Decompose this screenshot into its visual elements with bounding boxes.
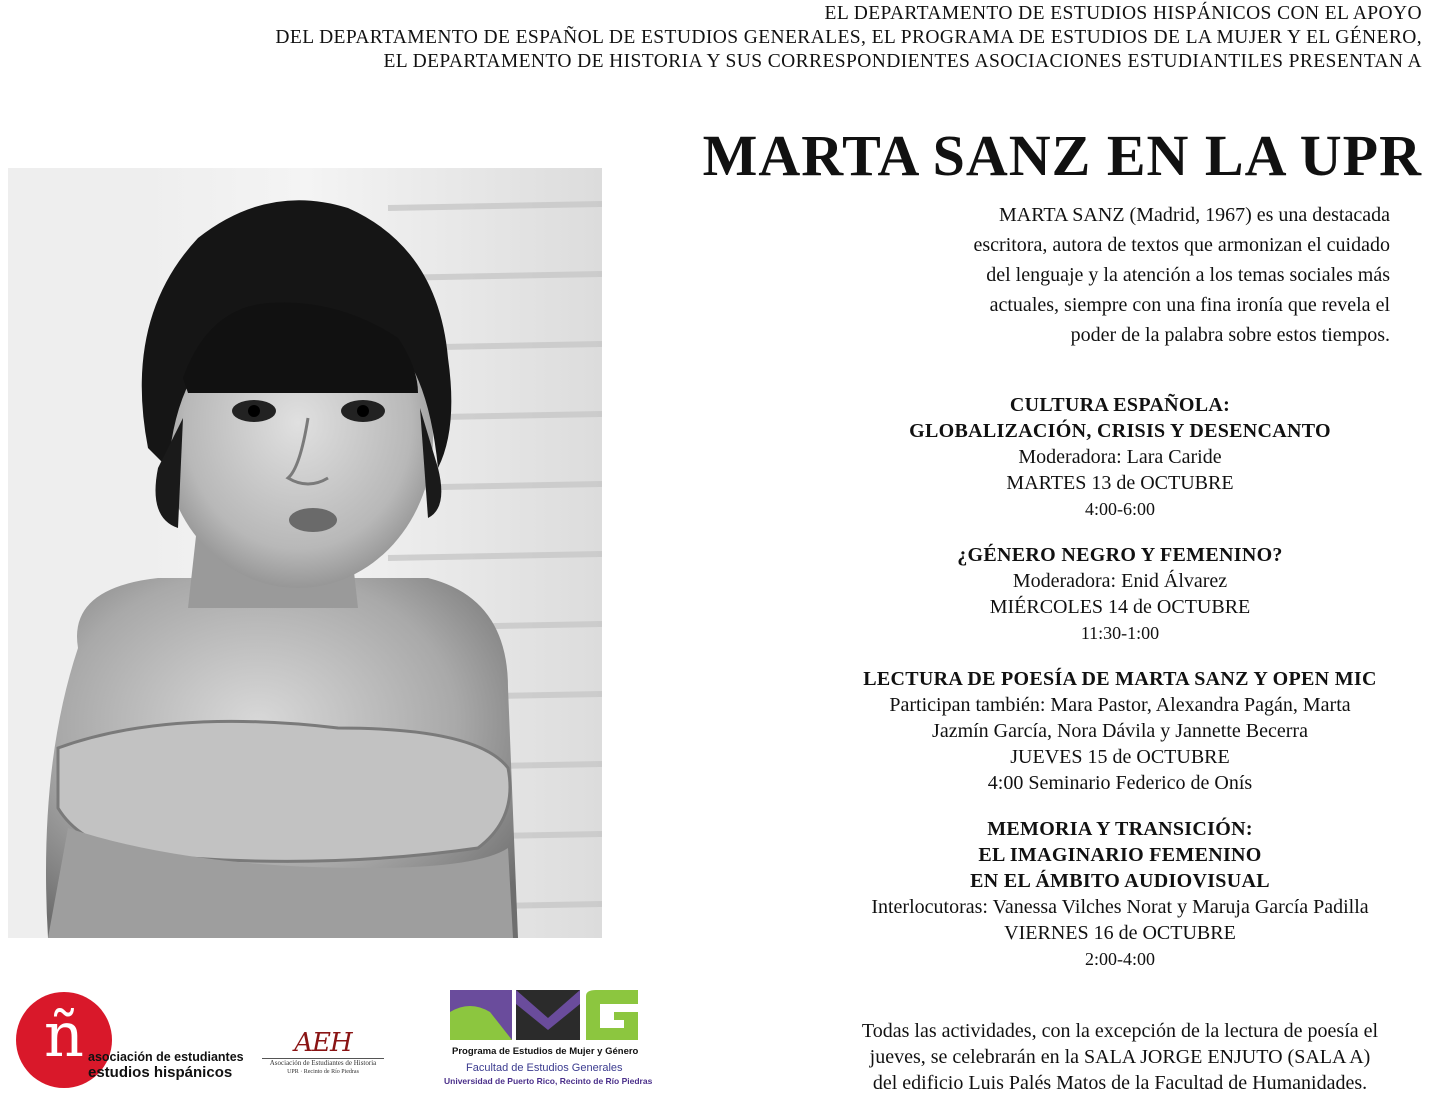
- logo-text-line: Facultad de Estudios Generales: [466, 1062, 623, 1074]
- event-block: [805, 666, 1435, 796]
- event-title: CULTURA ESPAÑOLA:: [1009, 394, 1231, 416]
- sponsors-text: [122, 2, 1422, 74]
- footer-line: jueves, se celebrarán en la SALA JORGE ENJUTO (SALA A): [869, 1046, 1371, 1068]
- bio-line: MARTA SANZ (Madrid, 1967) es una destacada: [998, 204, 1390, 226]
- bio-line: poder de la palabra sobre estos tiempos.: [1070, 324, 1390, 346]
- logo-text-line: Programa de Estudios de Mujer y Género: [452, 1046, 639, 1057]
- event-time: 4:00 Seminario Federico de Onís: [987, 772, 1253, 794]
- logo-text-line: UPR · Recinto de Río Piedras: [287, 1069, 359, 1075]
- logo-text-line: asociación de estudiantes: [88, 1050, 244, 1064]
- bio-line: actuales, siempre con una fina ironía que revela el: [989, 294, 1390, 316]
- event-title: MEMORIA Y TRANSICIÓN:: [987, 818, 1253, 840]
- event-detail: Interlocutoras: Vanessa Vilches Norat y Maruja García Padilla: [871, 896, 1369, 918]
- footer-line: Todas las actividades, con la excepción de la lectura de poesía el: [861, 1020, 1379, 1042]
- event-title: EN EL ÁMBITO AUDIOVISUAL: [970, 870, 1270, 892]
- bio-line: escritora, autora de textos que armonizan el cuidado: [973, 234, 1390, 256]
- logo-estudios-hispanicos: [16, 992, 244, 1088]
- event-date: JUEVES 15 de OCTUBRE: [1010, 746, 1230, 768]
- pemg-mark-icon: [450, 990, 650, 1044]
- logo-aeh: [262, 1028, 384, 1078]
- event-title: LECTURA DE POESÍA DE MARTA SANZ Y OPEN MIC: [863, 668, 1377, 690]
- sponsors-line: EL DEPARTAMENTO DE ESTUDIOS HISPÁNICOS CON EL APOYO: [824, 3, 1422, 24]
- logo-aeh-mark: AEH: [294, 1028, 352, 1058]
- sponsors-line: EL DEPARTAMENTO DE HISTORIA Y SUS CORRESPONDIENTES ASOCIACIONES ESTUDIANTILES PRESENTAN A: [383, 51, 1422, 72]
- page-title: MARTA SANZ EN LA UPR: [702, 123, 1422, 188]
- footer-note: [805, 1018, 1435, 1096]
- sponsors-line: DEL DEPARTAMENTO DE ESPAÑOL DE ESTUDIOS GENERALES, EL PROGRAMA DE ESTUDIOS DE LA MUJER Y EL GÉNERO,: [275, 27, 1422, 48]
- logo-text-line: Universidad de Puerto Rico, Recinto de Río Piedras: [444, 1076, 653, 1086]
- event-date: MIÉRCOLES 14 de OCTUBRE: [989, 596, 1251, 618]
- bio-line: del lenguaje y la atención a los temas sociales más: [986, 264, 1390, 286]
- event-title: ¿GÉNERO NEGRO Y FEMENINO?: [957, 544, 1283, 566]
- event-time: 11:30-1:00: [1080, 623, 1160, 643]
- portrait-photo-icon: [8, 168, 602, 938]
- event-detail: Jazmín García, Nora Dávila y Jannette Becerra: [932, 720, 1308, 742]
- event-detail: Moderadora: Lara Caride: [1018, 446, 1222, 468]
- bio-paragraph: [870, 200, 1390, 350]
- event-date: VIERNES 16 de OCTUBRE: [1004, 922, 1236, 944]
- event-time: 4:00-6:00: [1085, 499, 1155, 519]
- events-list: [805, 392, 1435, 992]
- portrait-photo: [8, 168, 602, 938]
- event-title: EL IMAGINARIO FEMENINO: [978, 844, 1262, 866]
- event-date: MARTES 13 de OCTUBRE: [1006, 472, 1234, 494]
- logo-enye-glyph: ñ: [44, 998, 84, 1071]
- event-time: 2:00-4:00: [1085, 949, 1155, 969]
- logo-pemg: [444, 990, 654, 1090]
- footer-line: del edificio Luis Palés Matos de la Facultad de Humanidades.: [872, 1072, 1368, 1094]
- event-block: [805, 542, 1435, 646]
- event-block: [805, 392, 1435, 522]
- event-title: GLOBALIZACIÓN, CRISIS Y DESENCANTO: [909, 420, 1331, 442]
- event-detail: Participan también: Mara Pastor, Alexandra Pagán, Marta: [889, 694, 1351, 716]
- event-detail: Moderadora: Enid Álvarez: [1012, 570, 1228, 592]
- logo-text-line: estudios hispánicos: [88, 1064, 233, 1081]
- logo-text-line: Asociación de Estudiantes de Historia: [262, 1058, 384, 1068]
- event-block: [805, 816, 1435, 972]
